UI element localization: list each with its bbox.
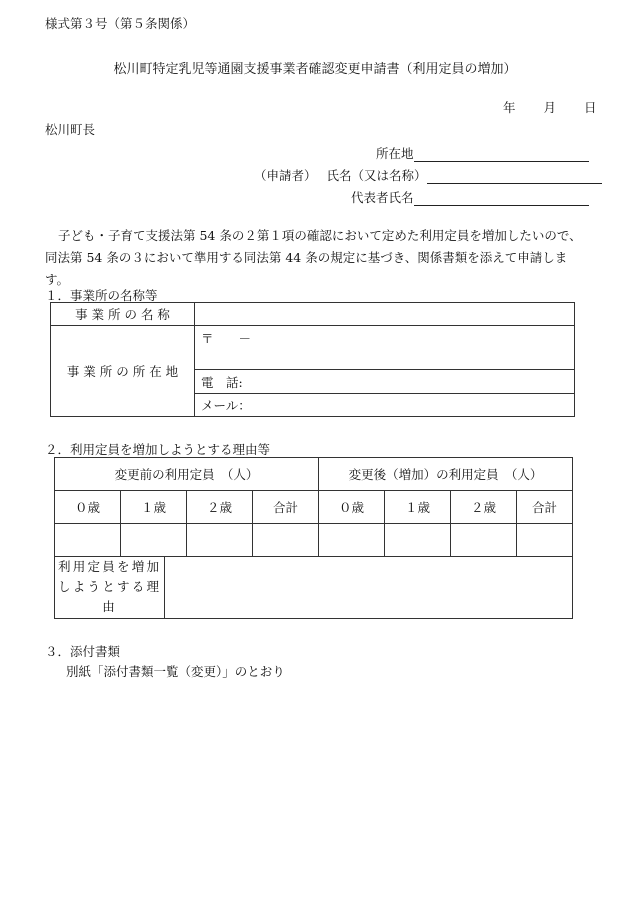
column-header: ２歳 — [187, 491, 253, 524]
reason-row — [55, 557, 573, 619]
column-header: 合計 — [253, 491, 319, 524]
postal-label: 〒 － — [201, 331, 252, 346]
email-field[interactable] — [195, 394, 575, 417]
date-month-label: 月 — [543, 100, 557, 115]
applicant-name-label: 氏名（又は名称） — [326, 168, 427, 183]
application-body-text: 子ども・子育て支援法第 54 条の２第１項の確認において定めた利用定員を増加したいので、同法第 54 条の３において準用する同法第 44 条の規定に基づき、関係書類を添えて申請します。 — [45, 228, 582, 287]
phone-label: 電 話: — [201, 374, 243, 390]
office-name-field[interactable] — [195, 303, 575, 326]
capacity-input-cell[interactable] — [187, 524, 253, 557]
office-name-label: 事 業 所 の 名 称 — [51, 303, 195, 326]
section3-heading: ３．添付書類 — [45, 644, 121, 659]
applicant-name-field[interactable] — [427, 170, 602, 184]
applicant-address-label: 所在地 — [376, 146, 414, 161]
applicant-address-row — [376, 144, 589, 162]
reason-field[interactable] — [165, 557, 572, 618]
document-title: 松川町特定乳児等通園支援事業者確認変更申請書（利用定員の増加） — [113, 62, 517, 77]
date-year-label: 年 — [503, 100, 516, 115]
office-info-table — [50, 302, 575, 417]
column-header: ２歳 — [451, 491, 517, 524]
representative-row — [351, 188, 589, 206]
capacity-input-cell[interactable] — [385, 524, 451, 557]
applicant-name-row — [254, 166, 602, 184]
column-header: １歳 — [121, 491, 187, 524]
capacity-table — [54, 457, 573, 619]
capacity-input-cell[interactable] — [253, 524, 319, 557]
attachments-text: 別紙「添付書類一覧（変更）」のとおり — [66, 664, 285, 679]
after-capacity-header: 変更後（増加）の利用定員 （人） — [319, 458, 573, 491]
section2-heading: ２．利用定員を増加しようとする理由等 — [45, 442, 271, 457]
capacity-input-cell[interactable] — [55, 524, 121, 557]
addressee: 松川町長 — [45, 122, 96, 137]
column-header: 合計 — [517, 491, 573, 524]
column-header: ０歳 — [55, 491, 121, 524]
email-label: メール： — [201, 398, 251, 413]
reason-label: 利用定員を増加しようとする理由 — [55, 557, 165, 618]
capacity-input-cell[interactable] — [451, 524, 517, 557]
before-capacity-header: 変更前の利用定員 （人） — [55, 458, 319, 491]
section1-heading: １．事業所の名称等 — [45, 288, 158, 303]
applicant-role-label: （申請者） — [254, 168, 317, 183]
column-header: １歳 — [385, 491, 451, 524]
phone-field[interactable] — [195, 370, 575, 394]
capacity-input-cell[interactable] — [319, 524, 385, 557]
capacity-input-cell[interactable] — [121, 524, 187, 557]
column-header: ０歳 — [319, 491, 385, 524]
capacity-input-cell[interactable] — [517, 524, 573, 557]
representative-field[interactable] — [414, 192, 589, 206]
postal-code-field[interactable] — [195, 326, 575, 370]
date-day-label: 日 — [584, 100, 597, 115]
date-fields — [503, 98, 597, 116]
office-address-label: 事 業 所 の 所 在 地 — [51, 326, 195, 417]
applicant-address-field[interactable] — [414, 148, 589, 162]
form-number: 様式第３号（第５条関係） — [45, 16, 196, 31]
representative-label: 代表者氏名 — [351, 190, 414, 205]
